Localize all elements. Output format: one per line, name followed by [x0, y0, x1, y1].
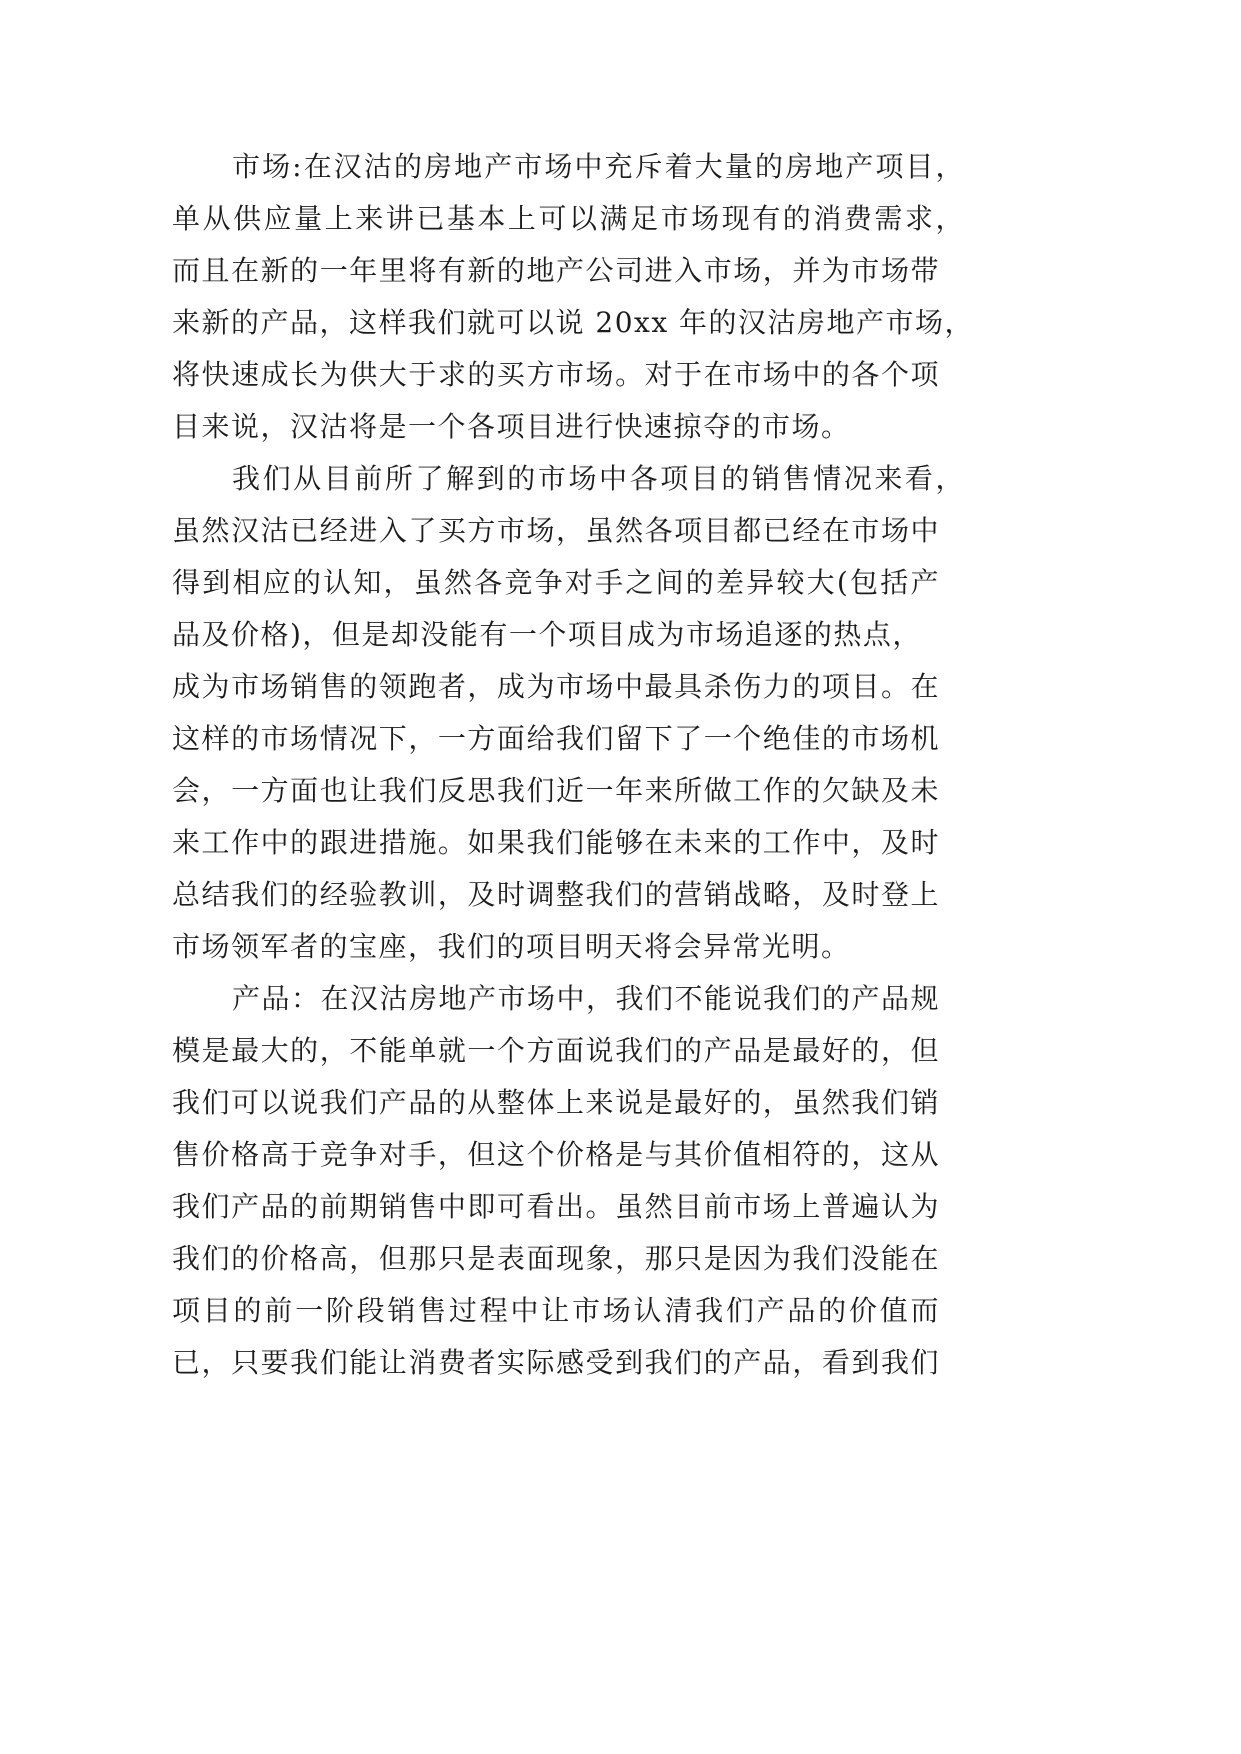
- text-line: 虽然汉沽已经进入了买方市场，虽然各项目都已经在市场中: [172, 514, 940, 547]
- text-line: 我们的价格高，但那只是表面现象，那只是因为我们没能在: [172, 1242, 940, 1275]
- text-line: 项目的前一阶段销售过程中让市场认清我们产品的价值而: [172, 1294, 940, 1327]
- text-line: 我们从目前所了解到的市场中各项目的销售情况来看，: [232, 462, 965, 495]
- text-line: 产品：在汉沽房地产市场中，我们不能说我们的产品规: [232, 982, 941, 1015]
- text-line: 品及价格)，但是却没能有一个项目成为市场追逐的热点，: [172, 618, 922, 651]
- text-line: 市场领军者的宝座，我们的项目明天将会异常光明。: [172, 930, 851, 963]
- text-line: 来工作中的跟进措施。如果我们能够在未来的工作中，及时: [172, 826, 940, 859]
- text-line: 售价格高于竞争对手，但这个价格是与其价值相符的，这从: [172, 1138, 940, 1171]
- text-line: 将快速成长为供大于求的买方市场。对于在市场中的各个项: [172, 358, 940, 391]
- text-line: 目来说，汉沽将是一个各项目进行快速掠夺的市场。: [172, 410, 851, 443]
- text-line: 来新的产品，这样我们就可以说 20xx 年的汉沽房地产市场，: [172, 306, 975, 339]
- paragraph-market: [172, 141, 1241, 453]
- text-line: 总结我们的经验教训，及时调整我们的营销战略，及时登上: [172, 878, 940, 911]
- paragraph-sales-situation: [172, 453, 1241, 973]
- text-line: 市场:在汉沽的房地产市场中充斥着大量的房地产项目，: [232, 150, 965, 183]
- text-line: 得到相应的认知，虽然各竞争对手之间的差异较大(包括产: [172, 566, 940, 599]
- text-line: 会，一方面也让我们反思我们近一年来所做工作的欠缺及未: [172, 774, 940, 807]
- text-line: 成为市场销售的领跑者，成为市场中最具杀伤力的项目。在: [172, 670, 940, 703]
- text-line: 我们可以说我们产品的从整体上来说是最好的，虽然我们销: [172, 1086, 940, 1119]
- text-line: 而且在新的一年里将有新的地产公司进入市场，并为市场带: [172, 254, 940, 287]
- text-line: 单从供应量上来讲已基本上可以满足市场现有的消费需求，: [172, 202, 965, 235]
- text-line: 我们产品的前期销售中即可看出。虽然目前市场上普遍认为: [172, 1190, 940, 1223]
- text-line: 这样的市场情况下，一方面给我们留下了一个绝佳的市场机: [172, 722, 940, 755]
- text-line: 模是最大的，不能单就一个方面说我们的产品是最好的，但: [172, 1034, 940, 1067]
- paragraph-product: [172, 973, 1241, 1389]
- text-line: 已，只要我们能让消费者实际感受到我们的产品，看到我们: [172, 1346, 940, 1379]
